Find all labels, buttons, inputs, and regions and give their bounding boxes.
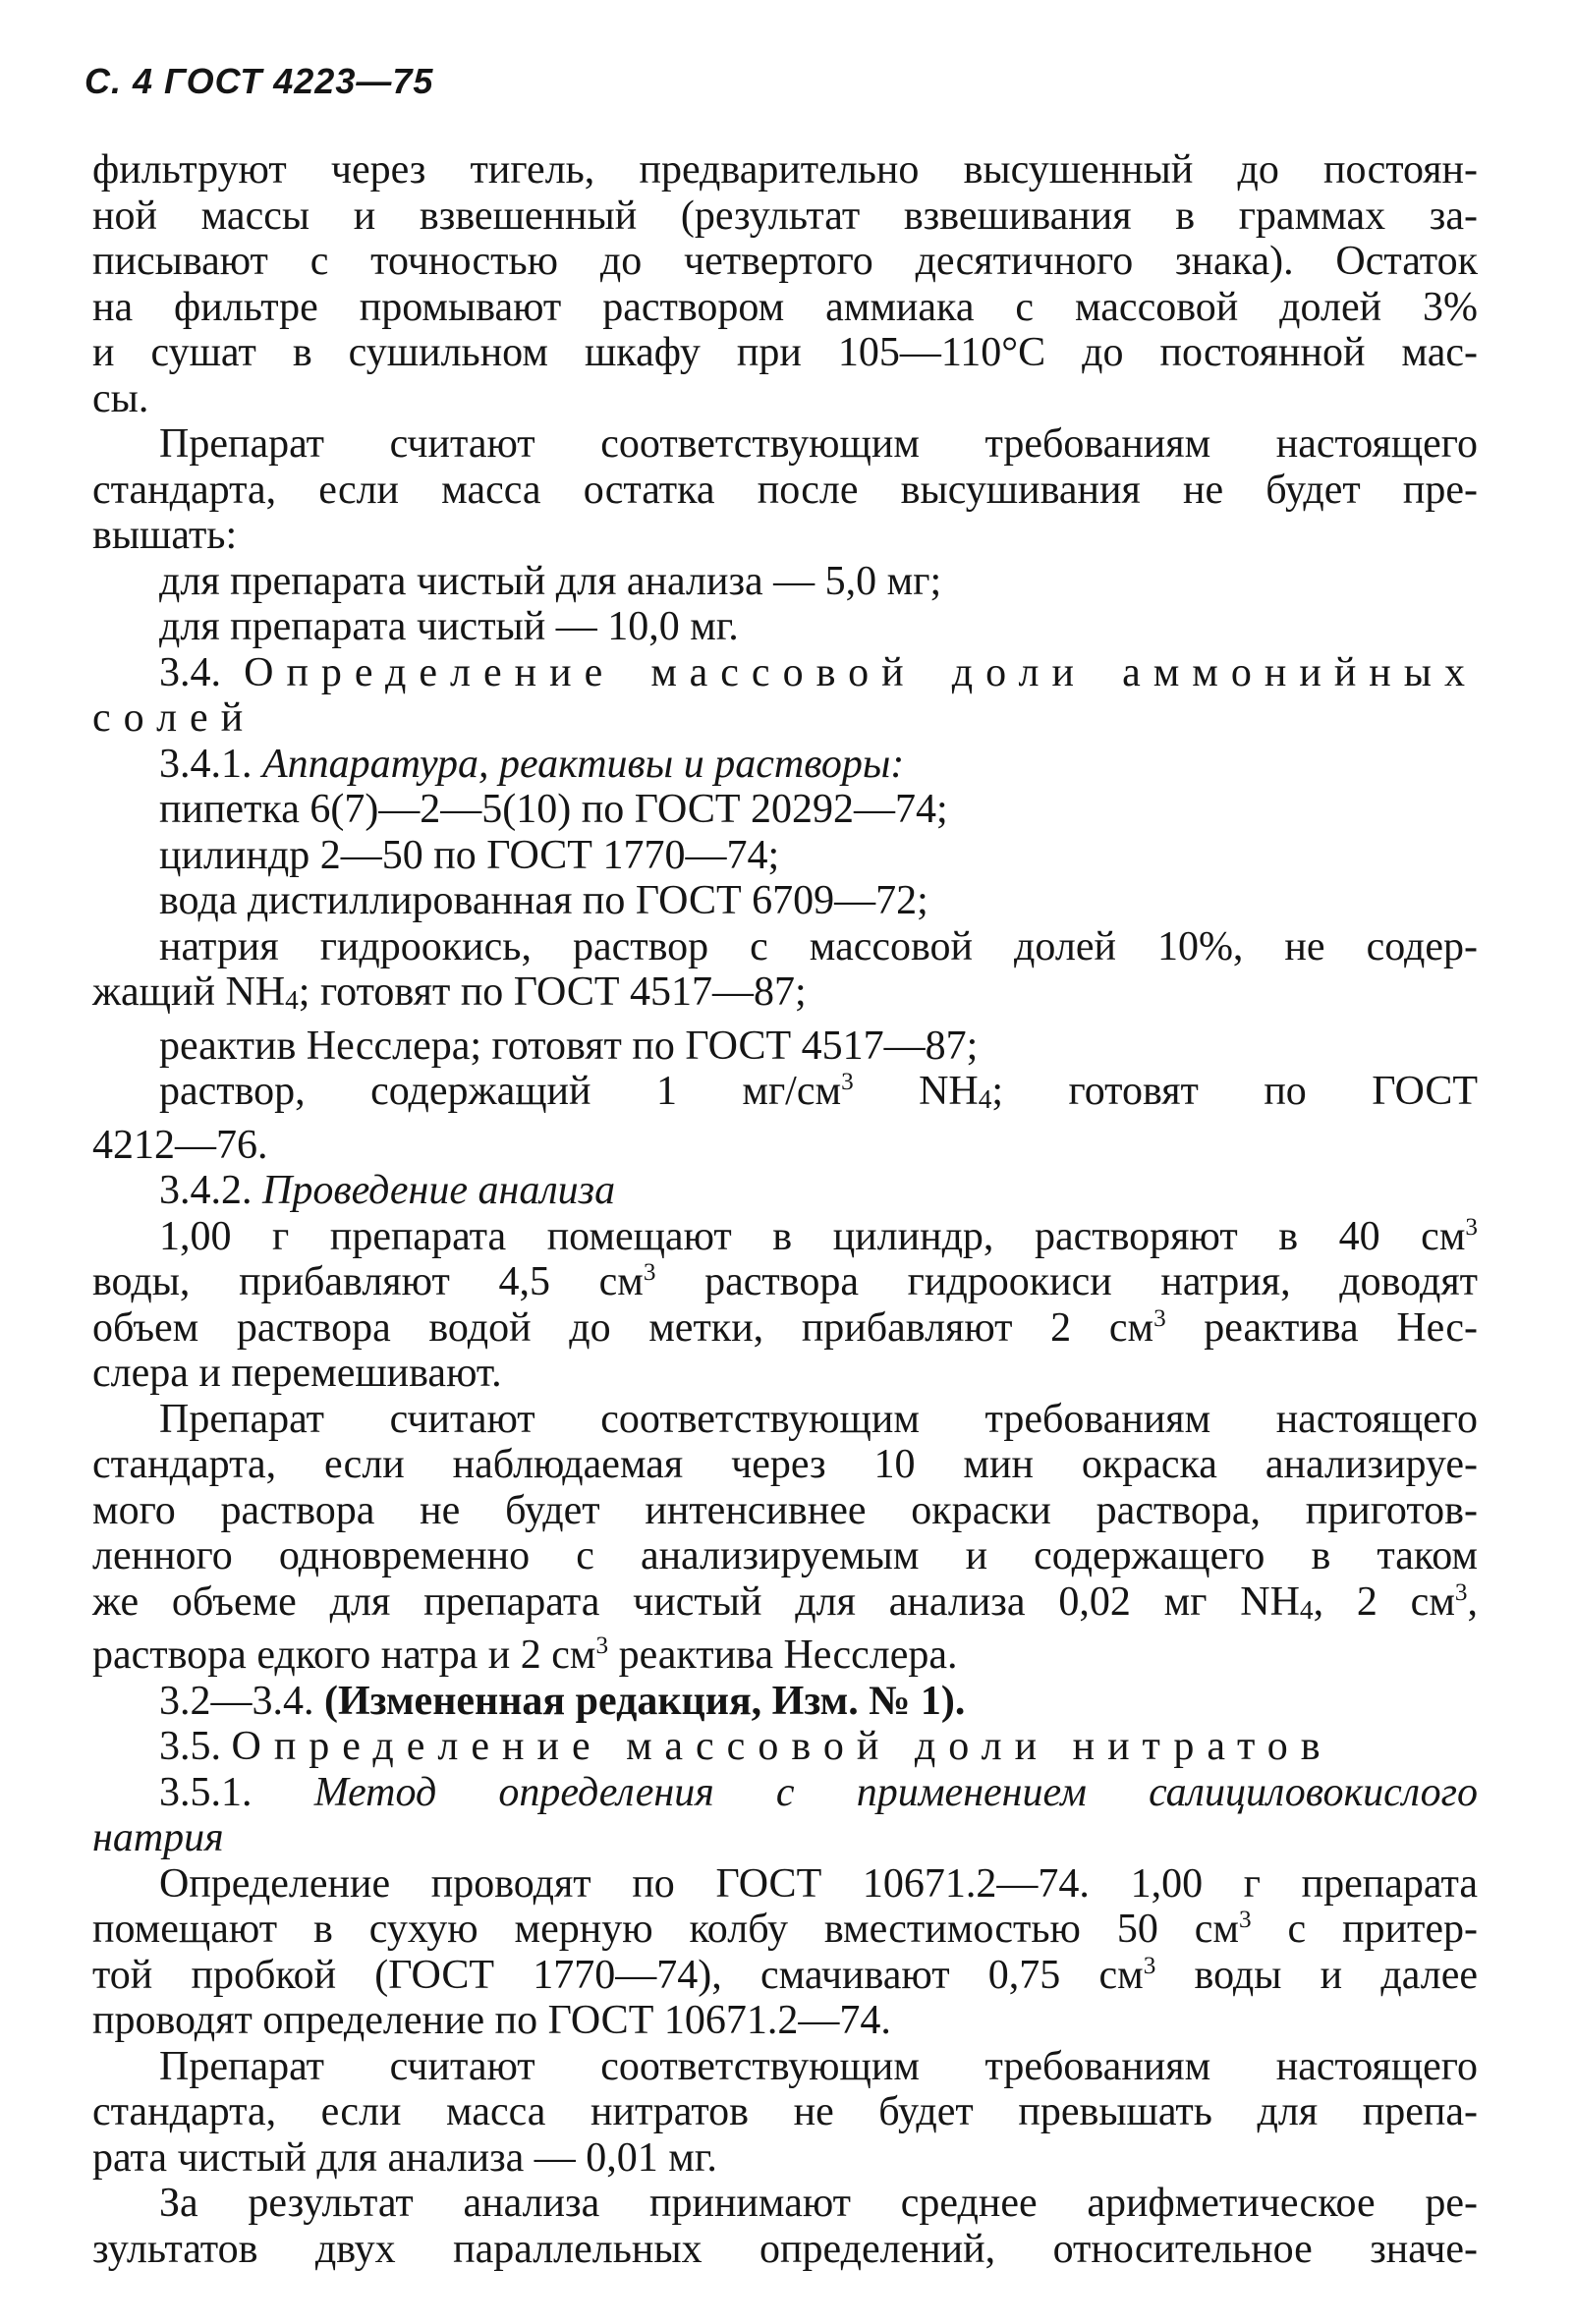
text-line: объем раствора водой до метки, прибавляют 2 $см^3$ реактива Нес-	[92, 1304, 1478, 1351]
subsection-title-continuation: натрия	[92, 1815, 224, 1861]
list-item: вода дистиллированная по ГОСТ 6709—72;	[159, 878, 928, 923]
subsection-number: 3.5.1.	[159, 1769, 253, 1815]
text-line: слера и перемешивают.	[92, 1351, 502, 1397]
list-item: для препарата чистый для анализа — 5,0 мг;	[159, 558, 942, 604]
document-body	[92, 147, 1478, 2272]
subsection-number: 3.4.1.	[159, 741, 253, 787]
text-line: стандарта, если масса нитратов не будет превышать для препа-	[92, 2089, 1478, 2135]
section-title: Определение массовой доли нитратов	[231, 1724, 1333, 1770]
subsection-title: Аппаратура, реактивы и растворы:	[262, 741, 905, 787]
text-line: раствора едкого натра и 2 $см^3$ реактива Несслера.	[92, 1632, 958, 1679]
subsection-3-4-2	[92, 1168, 1478, 1679]
text-line: зультатов двух параллельных определений, относительное значе-	[92, 2226, 1478, 2272]
text-line: и сушат в сушильном шкафу при 105—110°С до постоянной мас-	[92, 330, 1478, 375]
subsection-title: Проведение анализа	[262, 1168, 616, 1214]
text-line: сы.	[92, 375, 149, 421]
list-item: для препарата чистый — 10,0 мг.	[159, 604, 739, 649]
paragraph-requirement-residue	[92, 421, 1478, 650]
text-line: ной массы и взвешенный (результат взвешивания в граммах за-	[92, 193, 1478, 239]
section-title: Определение массовой доли аммонийных	[244, 649, 1478, 695]
list-item: реактив Несслера; готовят по ГОСТ 4517—87;	[159, 1023, 979, 1069]
text-line: Определение проводят по ГОСТ 10671.2—74. 1,00 г препарата	[159, 1860, 1478, 1907]
text-line: же объеме для препарата чистый для анализа 0,02 мг $NH_4$, 2 $см^3$,	[92, 1578, 1478, 1625]
text-line: вышать:	[92, 513, 238, 558]
page-header: С. 4 ГОСТ 4223—75	[84, 61, 434, 101]
text-line: писывают с точностью до четвертого десятичного знака). Остаток	[92, 239, 1478, 284]
text-line: воды, прибавляют 4,5 $см^3$ раствора гидроокиси натрия, доводят	[92, 1259, 1478, 1305]
section-number: 3.4.	[159, 649, 221, 695]
section-heading-3-5	[92, 1724, 1478, 1770]
text-line: За результат анализа принимают среднее арифметическое ре-	[159, 2181, 1478, 2227]
subsection-3-4-1	[92, 742, 1478, 1169]
subsection-3-5-1	[92, 1770, 1478, 2273]
text-line: 1,00 г препарата помещают в цилиндр, растворяют в 40 $см^3$	[159, 1213, 1478, 1259]
list-item: пипетка 6(7)—2—5(10) по ГОСТ 20292—74;	[159, 787, 948, 832]
text-line: натрия гидроокись, раствор с массовой долей 10%, не содер-	[159, 923, 1478, 969]
list-item: цилиндр 2—50 по ГОСТ 1770—74;	[159, 832, 780, 878]
text-line: Препарат считают соответствующим требованиям настоящего	[159, 421, 1478, 467]
text-line: жащий $NH_4$; готовят по ГОСТ 4517—87;	[92, 969, 807, 1016]
text-line: мого раствора не будет интенсивнее окраски раствора, приготов-	[92, 1487, 1478, 1533]
text-line: фильтруют через тигель, предварительно высушенный до постоян-	[92, 147, 1478, 193]
text-line: стандарта, если масса остатка после высушивания не будет пре-	[92, 467, 1478, 513]
section-title-continuation: солей	[92, 695, 256, 741]
text-line: помещают в сухую мерную колбу вместимостью 50 $см^3$ с притер-	[92, 1907, 1479, 1953]
subsection-title: Метод определения с применением салициловокислого	[313, 1769, 1478, 1815]
text-line: стандарта, если наблюдаемая через 10 мин окраска анализируе-	[92, 1442, 1478, 1488]
text-line: 4212—76.	[92, 1122, 268, 1168]
subsection-number: 3.4.2.	[159, 1168, 253, 1214]
text-line: на фильтре промывают раствором аммиака с массовой долей 3%	[92, 284, 1478, 330]
section-heading-3-4	[92, 650, 1478, 742]
section-number: 3.5.	[159, 1724, 221, 1770]
text-line: раствор, содержащий 1 $мг/см^3$ $NH_4$; готовят по ГОСТ	[159, 1068, 1478, 1115]
text-line: ленного одновременно с анализируемым и содержащего в таком	[92, 1533, 1478, 1579]
text-line: Препарат считают соответствующим требованиям настоящего	[159, 2043, 1478, 2089]
amendment-note: 3.2—3.4. (Измененная редакция, Изм. № 1).	[159, 1678, 966, 1724]
text-line: проводят определение по ГОСТ 10671.2—74.	[92, 1998, 891, 2044]
paragraph-filtration	[92, 147, 1478, 421]
text-line: той пробкой (ГОСТ 1770—74), смачивают 0,75 $см^3$ воды и далее	[92, 1952, 1478, 1998]
text-line: рата чистый для анализа — 0,01 мг.	[92, 2134, 717, 2181]
text-line: Препарат считают соответствующим требованиям настоящего	[159, 1396, 1478, 1442]
